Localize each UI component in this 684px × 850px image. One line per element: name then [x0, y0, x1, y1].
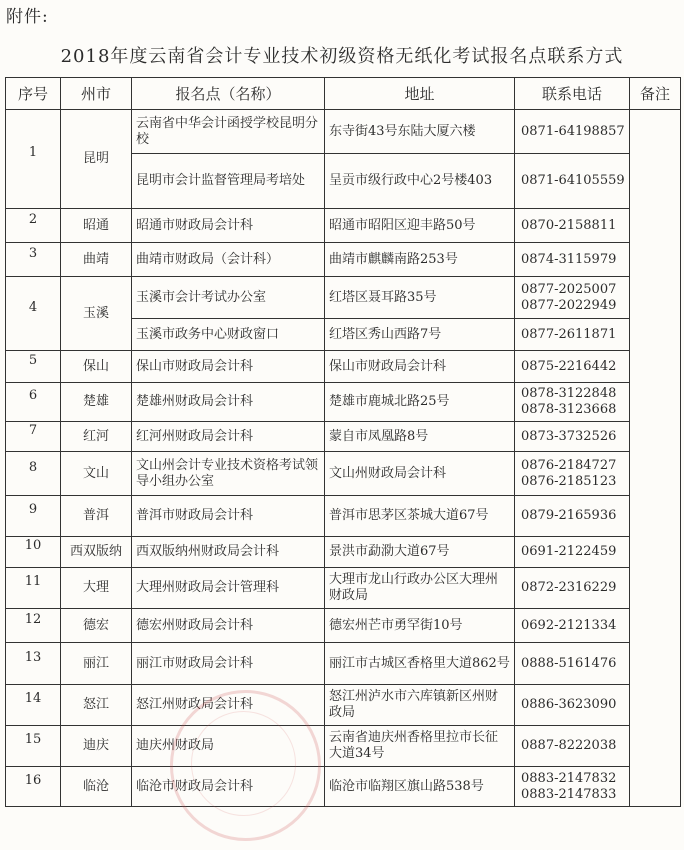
address-cell: 文山州财政局会计科: [325, 452, 515, 496]
city-cell: 临沧: [61, 767, 132, 807]
registration-point-name: 临沧市财政局会计科: [132, 767, 325, 807]
city-cell: 玉溪: [61, 277, 132, 351]
phone-cell: [515, 351, 630, 383]
registration-point-name: 楚雄州财政局会计科: [132, 383, 325, 422]
phone-number: 0871-64105559: [521, 173, 625, 188]
phone-cell: [515, 767, 630, 807]
registration-point-name: 迪庆州财政局: [132, 726, 325, 767]
row-number-text: 16: [24, 772, 42, 788]
phone-cell: [515, 277, 630, 319]
registration-point-name: 大理州财政局会计管理科: [132, 568, 325, 609]
row-number-text: 10: [24, 538, 42, 553]
address-cell: 怒江州泸水市六库镇新区州财政局: [325, 685, 515, 726]
phone-number: 0875-2216442: [521, 358, 617, 374]
phone-cell: [515, 726, 630, 767]
city-cell: 西双版纳: [61, 537, 132, 568]
address-cell: 普洱市思茅区茶城大道67号: [325, 496, 515, 537]
row-number: [6, 452, 61, 496]
table-row: [6, 422, 681, 452]
table-row: [6, 243, 681, 277]
row-number-text: 11: [24, 574, 42, 589]
row-number: [6, 643, 61, 685]
phone-cell: [515, 452, 630, 496]
row-number-text: 12: [24, 611, 42, 627]
phone-cell: [515, 209, 630, 243]
phone-number: 0878-3122848: [521, 386, 617, 401]
phone-number: 0870-2158811: [521, 217, 617, 233]
address-cell: 保山市财政局会计科: [325, 351, 515, 383]
remarks-cell: [630, 110, 681, 807]
phone-number: 0887-8222038: [521, 738, 617, 753]
table-row: [6, 643, 681, 685]
address-cell: 临沧市临翔区旗山路538号: [325, 767, 515, 807]
row-number: [6, 726, 61, 767]
address-cell: 呈贡市级行政中心2号楼403: [325, 154, 515, 209]
phone-cell: [515, 609, 630, 643]
city-cell: 昆明: [61, 110, 132, 209]
table-row: [6, 609, 681, 643]
header-no: 序号: [6, 78, 61, 110]
address-cell: 楚雄市鹿城北路25号: [325, 383, 515, 422]
phone-number: 0877-2611871: [521, 326, 617, 342]
address-cell: 景洪市勐泐大道67号: [325, 537, 515, 568]
phone-number: 0883-2147833: [521, 786, 617, 802]
phone-number: 0874-3115979: [521, 251, 617, 267]
phone-number: 0876-2185123: [521, 473, 617, 489]
attachment-label: 附件:: [6, 7, 49, 27]
city-cell: 文山: [61, 452, 132, 496]
phone-number: 0877-2025007: [521, 281, 617, 297]
row-number: [6, 422, 61, 452]
registration-point-name: 曲靖市财政局（会计科）: [132, 243, 325, 277]
row-number-text: 15: [24, 732, 42, 747]
table-body: [6, 110, 681, 807]
row-number-text: 3: [28, 245, 38, 261]
header-phone: 联系电话: [515, 78, 630, 110]
contact-table: [5, 77, 681, 807]
phone-number: 0879-2165936: [521, 508, 617, 523]
table-row: [6, 452, 681, 496]
phone-cell: [515, 496, 630, 537]
city-cell: 曲靖: [61, 243, 132, 277]
phone-number: 0877-2022949: [521, 297, 617, 313]
city-cell: 普洱: [61, 496, 132, 537]
row-number-text: 13: [24, 649, 42, 665]
row-number: [6, 568, 61, 609]
registration-point-name: 普洱市财政局会计科: [132, 496, 325, 537]
city-cell: 德宏: [61, 609, 132, 643]
city-cell: 丽江: [61, 643, 132, 685]
phone-number: 0872-2316229: [521, 580, 617, 595]
row-number: [6, 537, 61, 568]
table-row: [6, 209, 681, 243]
phone-cell: [515, 685, 630, 726]
address-cell: 曲靖市麒麟南路253号: [325, 243, 515, 277]
registration-point-name: 昭通市财政局会计科: [132, 209, 325, 243]
table-row: [6, 277, 681, 319]
address-cell: 德宏州芒市勇罕街10号: [325, 609, 515, 643]
header-name: 报名点（名称）: [132, 78, 325, 110]
phone-cell: [515, 643, 630, 685]
phone-cell: [515, 110, 630, 154]
header-city: 州市: [61, 78, 132, 110]
row-number-text: 2: [28, 211, 38, 227]
row-number: [6, 685, 61, 726]
phone-number: 0871-64198857: [521, 123, 625, 139]
table-row: [6, 351, 681, 383]
table-row: [6, 685, 681, 726]
phone-number: 0878-3123668: [521, 402, 617, 417]
row-number: [6, 609, 61, 643]
registration-point-name: 玉溪市政务中心财政窗口: [132, 319, 325, 351]
table-row: [6, 568, 681, 609]
row-number-text: 14: [24, 691, 42, 706]
phone-cell: [515, 319, 630, 351]
phone-cell: [515, 422, 630, 452]
registration-point-name: 玉溪市会计考试办公室: [132, 277, 325, 319]
row-number-text: 7: [28, 422, 38, 438]
registration-point-name: 丽江市财政局会计科: [132, 643, 325, 685]
phone-number: 0888-5161476: [521, 655, 617, 671]
table-row: [6, 496, 681, 537]
phone-number: 0886-3623090: [521, 697, 617, 712]
row-number: [6, 277, 61, 351]
row-number: [6, 767, 61, 807]
registration-point-name: 云南省中华会计函授学校昆明分校: [132, 110, 325, 154]
table-row: [6, 537, 681, 568]
registration-point-name: 保山市财政局会计科: [132, 351, 325, 383]
header-address: 地址: [325, 78, 515, 110]
row-number-text: 5: [28, 352, 38, 368]
table-row: [6, 767, 681, 807]
phone-number: 0691-2122459: [521, 544, 617, 559]
phone-cell: [515, 537, 630, 568]
header-remarks: 备注: [630, 78, 681, 110]
table-row: [6, 383, 681, 422]
city-cell: 红河: [61, 422, 132, 452]
phone-number: 0883-2147832: [521, 770, 617, 786]
table-row: [6, 110, 681, 154]
phone-cell: [515, 154, 630, 209]
table-header-row: [6, 78, 681, 110]
row-number: [6, 110, 61, 209]
row-number: [6, 209, 61, 243]
registration-point-name: 德宏州财政局会计科: [132, 609, 325, 643]
registration-point-name: 怒江州财政局会计科: [132, 685, 325, 726]
city-cell: 怒江: [61, 685, 132, 726]
address-cell: 丽江市古城区香格里大道862号: [325, 643, 515, 685]
city-cell: 楚雄: [61, 383, 132, 422]
address-cell: 红塔区聂耳路35号: [325, 277, 515, 319]
row-number: [6, 383, 61, 422]
phone-cell: [515, 243, 630, 277]
row-number: [6, 496, 61, 537]
row-number: [6, 243, 61, 277]
address-cell: 东寺街43号东陆大厦六楼: [325, 110, 515, 154]
address-cell: 红塔区秀山西路7号: [325, 319, 515, 351]
row-number-text: 6: [28, 388, 38, 403]
city-cell: 迪庆: [61, 726, 132, 767]
phone-number: 0692-2121334: [521, 617, 617, 633]
city-cell: 保山: [61, 351, 132, 383]
address-cell: 昭通市昭阳区迎丰路50号: [325, 209, 515, 243]
registration-point-name: 文山州会计专业技术资格考试领导小组办公室: [132, 452, 325, 496]
row-number-text: 4: [28, 299, 38, 315]
phone-number: 0873-3732526: [521, 428, 617, 444]
phone-cell: [515, 383, 630, 422]
city-cell: 昭通: [61, 209, 132, 243]
city-cell: 大理: [61, 568, 132, 609]
registration-point-name: 昆明市会计监督管理局考培处: [132, 154, 325, 209]
address-cell: 云南省迪庆州香格里拉市长征大道34号: [325, 726, 515, 767]
row-number-text: 9: [28, 502, 38, 517]
page-title: 2018年度云南省会计专业技术初级资格无纸化考试报名点联系方式: [60, 46, 624, 67]
row-number-text: 1: [28, 145, 38, 160]
row-number: [6, 351, 61, 383]
registration-point-name: 红河州财政局会计科: [132, 422, 325, 452]
row-number-text: 8: [28, 459, 38, 475]
table-row: [6, 726, 681, 767]
registration-point-name: 西双版纳州财政局会计科: [132, 537, 325, 568]
phone-number: 0876-2184727: [521, 457, 617, 473]
address-cell: 大理市龙山行政办公区大理州财政局: [325, 568, 515, 609]
phone-cell: [515, 568, 630, 609]
address-cell: 蒙自市凤凰路8号: [325, 422, 515, 452]
